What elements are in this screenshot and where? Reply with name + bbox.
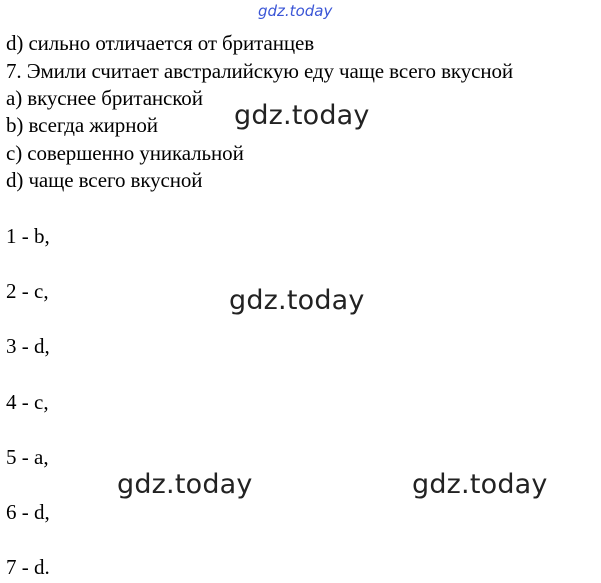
answer-3: 3 - d,	[6, 334, 50, 358]
answer-1: 1 - b,	[6, 224, 50, 248]
answer-2: 2 - c,	[6, 279, 49, 303]
answer-6: 6 - d,	[6, 500, 50, 524]
option-b: b) всегда жирной	[6, 113, 158, 137]
option-a: a) вкуснее британской	[6, 86, 203, 110]
watermark-2: gdz.today	[229, 285, 365, 316]
text-line-option-d-prev: d) сильно отличается от британцев	[6, 31, 315, 55]
watermark-top-logo: gdz.today	[258, 2, 333, 20]
answer-7: 7 - d.	[6, 555, 50, 579]
watermark-3: gdz.today	[117, 469, 253, 500]
watermark-1: gdz.today	[234, 100, 370, 131]
answer-4: 4 - c,	[6, 390, 49, 414]
answer-5: 5 - a,	[6, 445, 49, 469]
question-7: 7. Эмили считает австралийскую еду чаще всего вкусной	[6, 59, 514, 83]
option-c: c) совершенно уникальной	[6, 141, 244, 165]
option-d: d) чаще всего вкусной	[6, 168, 203, 192]
watermark-4: gdz.today	[412, 469, 548, 500]
